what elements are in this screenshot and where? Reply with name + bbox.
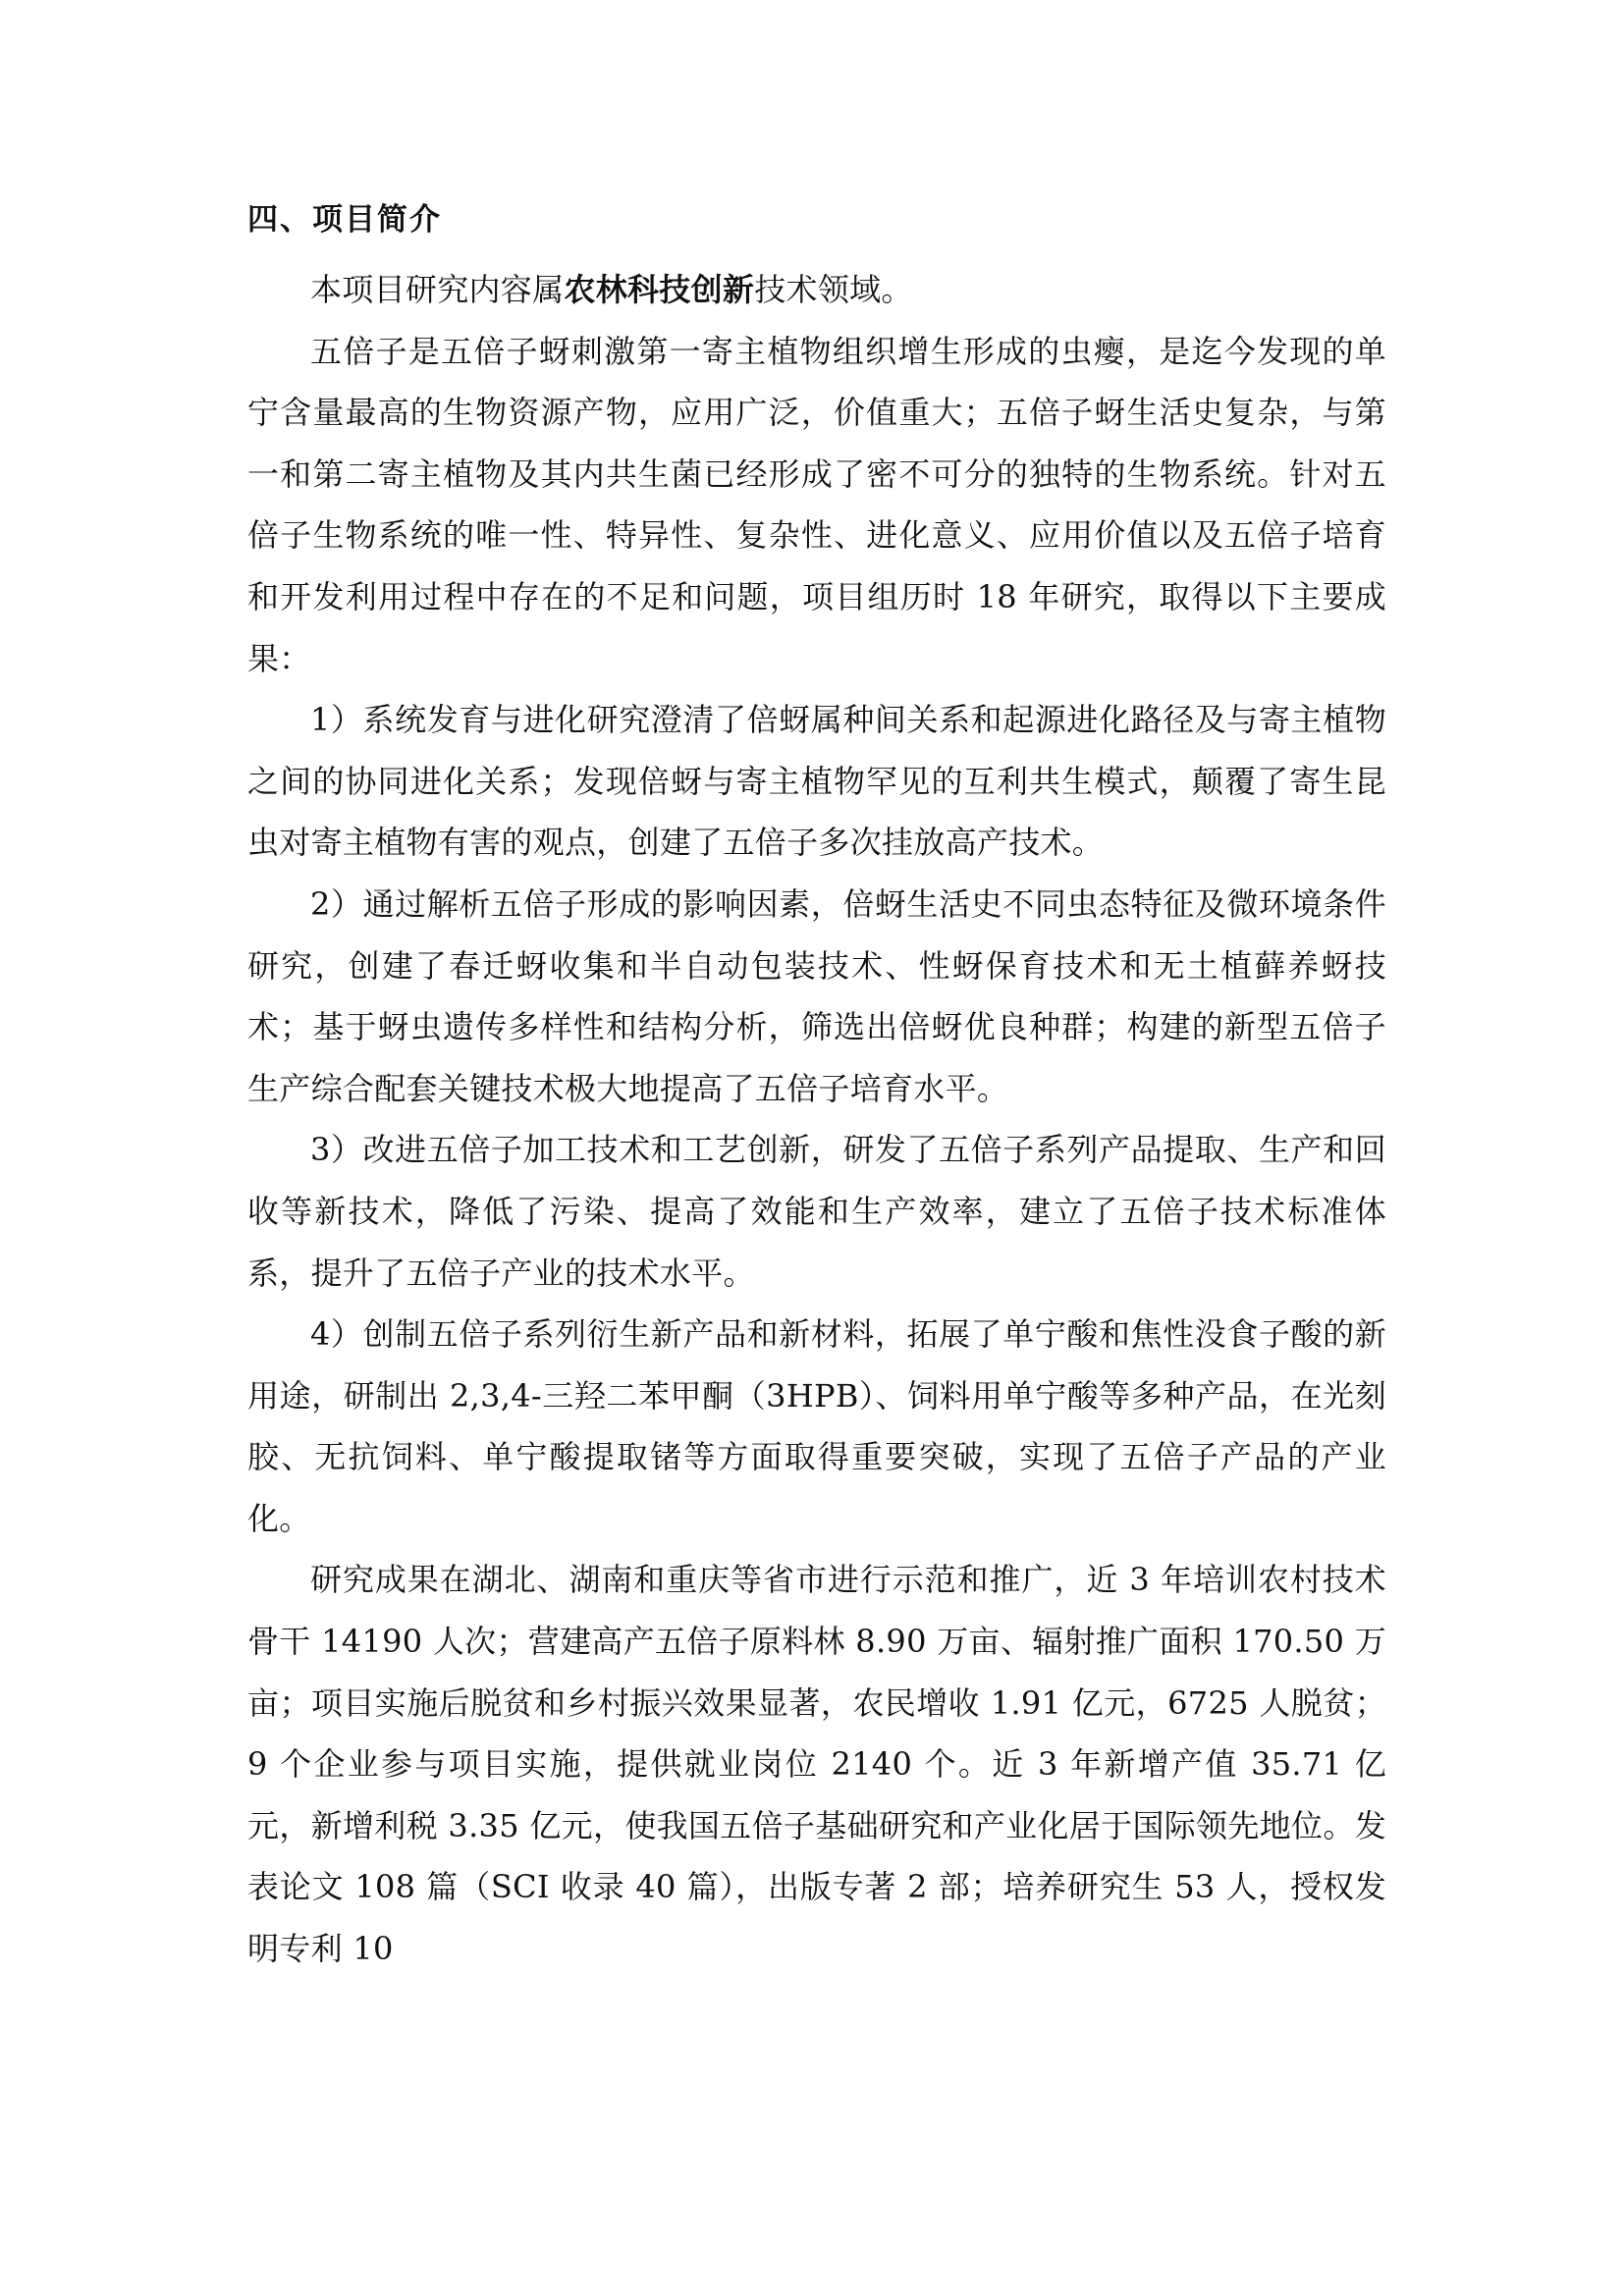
intro-field: 农林科技创新	[564, 271, 755, 308]
paragraph-result-1: 1）系统发育与进化研究澄清了倍蚜属种间关系和起源进化路径及与寄主植物之间的协同进化关系；发现倍蚜与寄主植物罕见的互利共生模式，颠覆了寄生昆虫对寄主植物有害的观点，创建了五倍子多次挂放高产技术。	[247, 701, 1386, 862]
paragraph-result-2: 2）通过解析五倍子形成的影响因素，倍蚜生活史不同虫态特征及微环境条件研究，创建了春迁蚜收集和半自动包装技术、性蚜保育技术和无土植藓养蚜技术；基于蚜虫遗传多样性和结构分析，筛选出倍蚜优良种群；构建的新型五倍子生产综合配套关键技术极大地提高了五倍子培育水平。	[247, 884, 1386, 1107]
paragraph-result-4: 4）创制五倍子系列衍生新产品和新材料，拓展了单宁酸和焦性没食子酸的新用途，研制出 2,3,4-三羟二苯甲酮（3HPB）、饲料用单宁酸等多种产品，在光刻胶、无抗饲料、单宁酸提取锗等方面取得重要突破，实现了五倍子产品的产业化。	[247, 1315, 1386, 1537]
paragraph-application: 研究成果在湖北、湖南和重庆等省市进行示范和推广，近 3 年培训农村技术骨干 14190 人次；营建高产五倍子原料林 8.90 万亩、辐射推广面积 170.50 万亩；项目实施后脱贫和乡村振兴效果显著，农民增收 1.91 亿元，6725 人脱贫；9 个企业参与项目实施，提供就业岗位 2140 个。近 3 年新增产值 35.71 亿元，新增利税 3.35 亿元，使我国五倍子基础研究和产业化居于国际领先地位。发表论文 108 篇（SCI 收录 40 篇），出版专著 2 部；培养研究生 53 人，授权发明专利 10	[247, 1561, 1386, 1968]
intro-suffix: 技术领域。	[754, 271, 913, 308]
paragraph-result-3: 3）改进五倍子加工技术和工艺创新，研发了五倍子系列产品提取、生产和回收等新技术，降低了污染、提高了效能和生产效率，建立了五倍子技术标准体系，提升了五倍子产业的技术水平。	[247, 1131, 1386, 1292]
intro-prefix: 本项目研究内容属	[310, 271, 565, 308]
section-heading: 四、项目简介	[247, 202, 442, 238]
page-content	[247, 192, 1386, 1980]
intro-paragraph	[247, 259, 1386, 321]
paragraph-background: 五倍子是五倍子蚜刺激第一寄主植物组织增生形成的虫瘿，是迄今发现的单宁含量最高的生物资源产物，应用广泛，价值重大；五倍子蚜生活史复杂，与第一和第二寄主植物及其内共生菌已经形成了密不可分的独特的生物系统。针对五倍子生物系统的唯一性、特异性、复杂性、进化意义、应用价值以及五倍子培育和开发利用过程中存在的不足和问题，项目组历时 18 年研究，取得以下主要成果：	[247, 332, 1386, 677]
